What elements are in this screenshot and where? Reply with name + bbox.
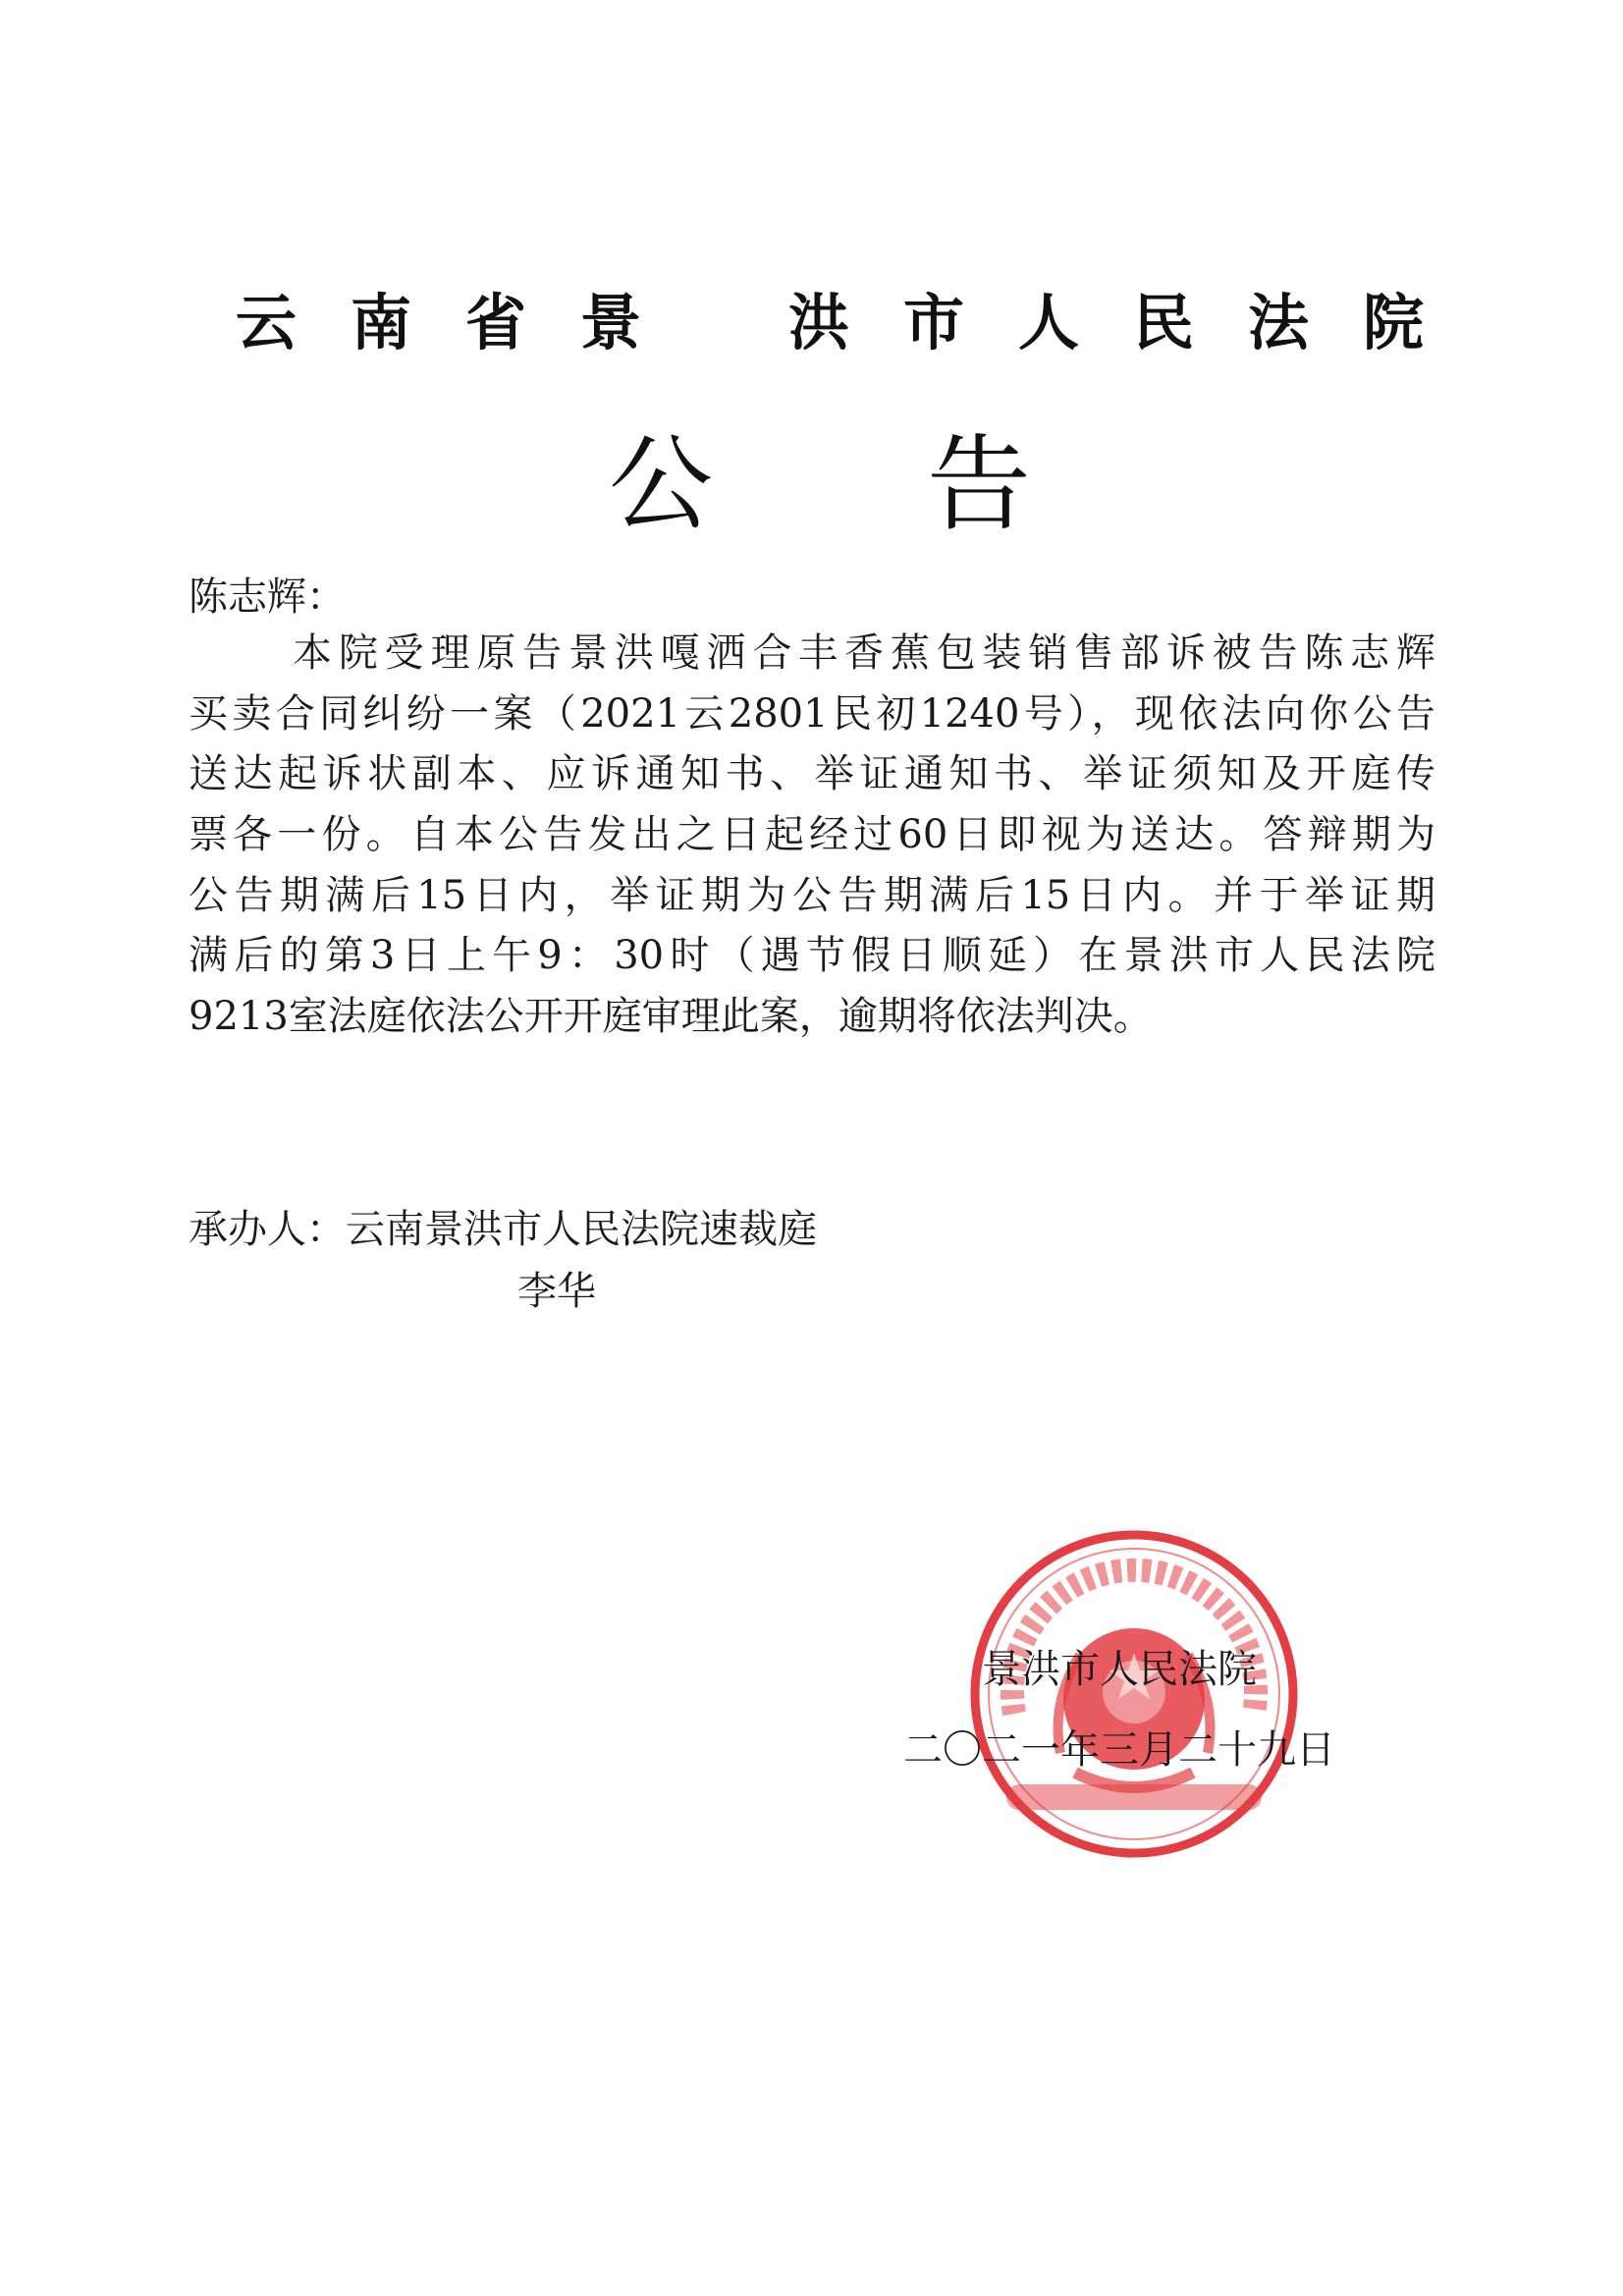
court-name-char: 法 (1247, 286, 1309, 358)
court-name-char: 市 (902, 286, 964, 358)
seal-bottom-band (1006, 1784, 1262, 1810)
notice-title-char: 公 (609, 424, 713, 545)
court-name-heading (236, 273, 1424, 361)
court-name-char: 民 (1132, 286, 1194, 358)
court-name-char: 院 (1362, 286, 1424, 358)
notice-title-char: 告 (927, 424, 1031, 545)
court-name-char: 景 (580, 286, 642, 358)
court-name-char: 云 (236, 286, 298, 358)
signing-date: 二〇二一年三月二十九日 (903, 1727, 1335, 1773)
body-line: 9213室法庭依法公开开庭审理此案，逾期将依法判决。 (189, 994, 1153, 1040)
handler-name: 李华 (517, 1269, 596, 1314)
signing-court: 景洪市人民法院 (982, 1647, 1257, 1692)
body-line: 满后的第3日上午9：30时（遇节假日顺延）在景洪市人民法院 (189, 933, 1435, 979)
court-name-char: 南 (351, 286, 412, 358)
body-line: 送达起诉状副本、应诉通知书、举证通知书、举证须知及开庭传 (189, 751, 1435, 797)
body-line: 本院受理原告景洪嘎洒合丰香蕉包装销售部诉被告陈志辉 (293, 630, 1435, 676)
body-line: 票各一份。自本公告发出之日起经过60日即视为送达。答辩期为 (189, 812, 1435, 858)
body-line: 买卖合同纠纷一案（2021云2801民初1240号），现依法向你公告 (189, 690, 1435, 737)
court-name-char: 省 (465, 286, 527, 358)
court-name-char: 洪 (787, 286, 849, 358)
handler-label: 承办人：云南景洪市人民法院速裁庭 (189, 1207, 817, 1252)
notice-body (189, 624, 1435, 1048)
court-name-char: 人 (1017, 286, 1079, 358)
notice-title (609, 412, 1031, 545)
addressee: 陈志辉： (189, 574, 346, 620)
body-line: 公告期满后15日内，举证期为公告期满后15日内。并于举证期 (189, 872, 1435, 918)
